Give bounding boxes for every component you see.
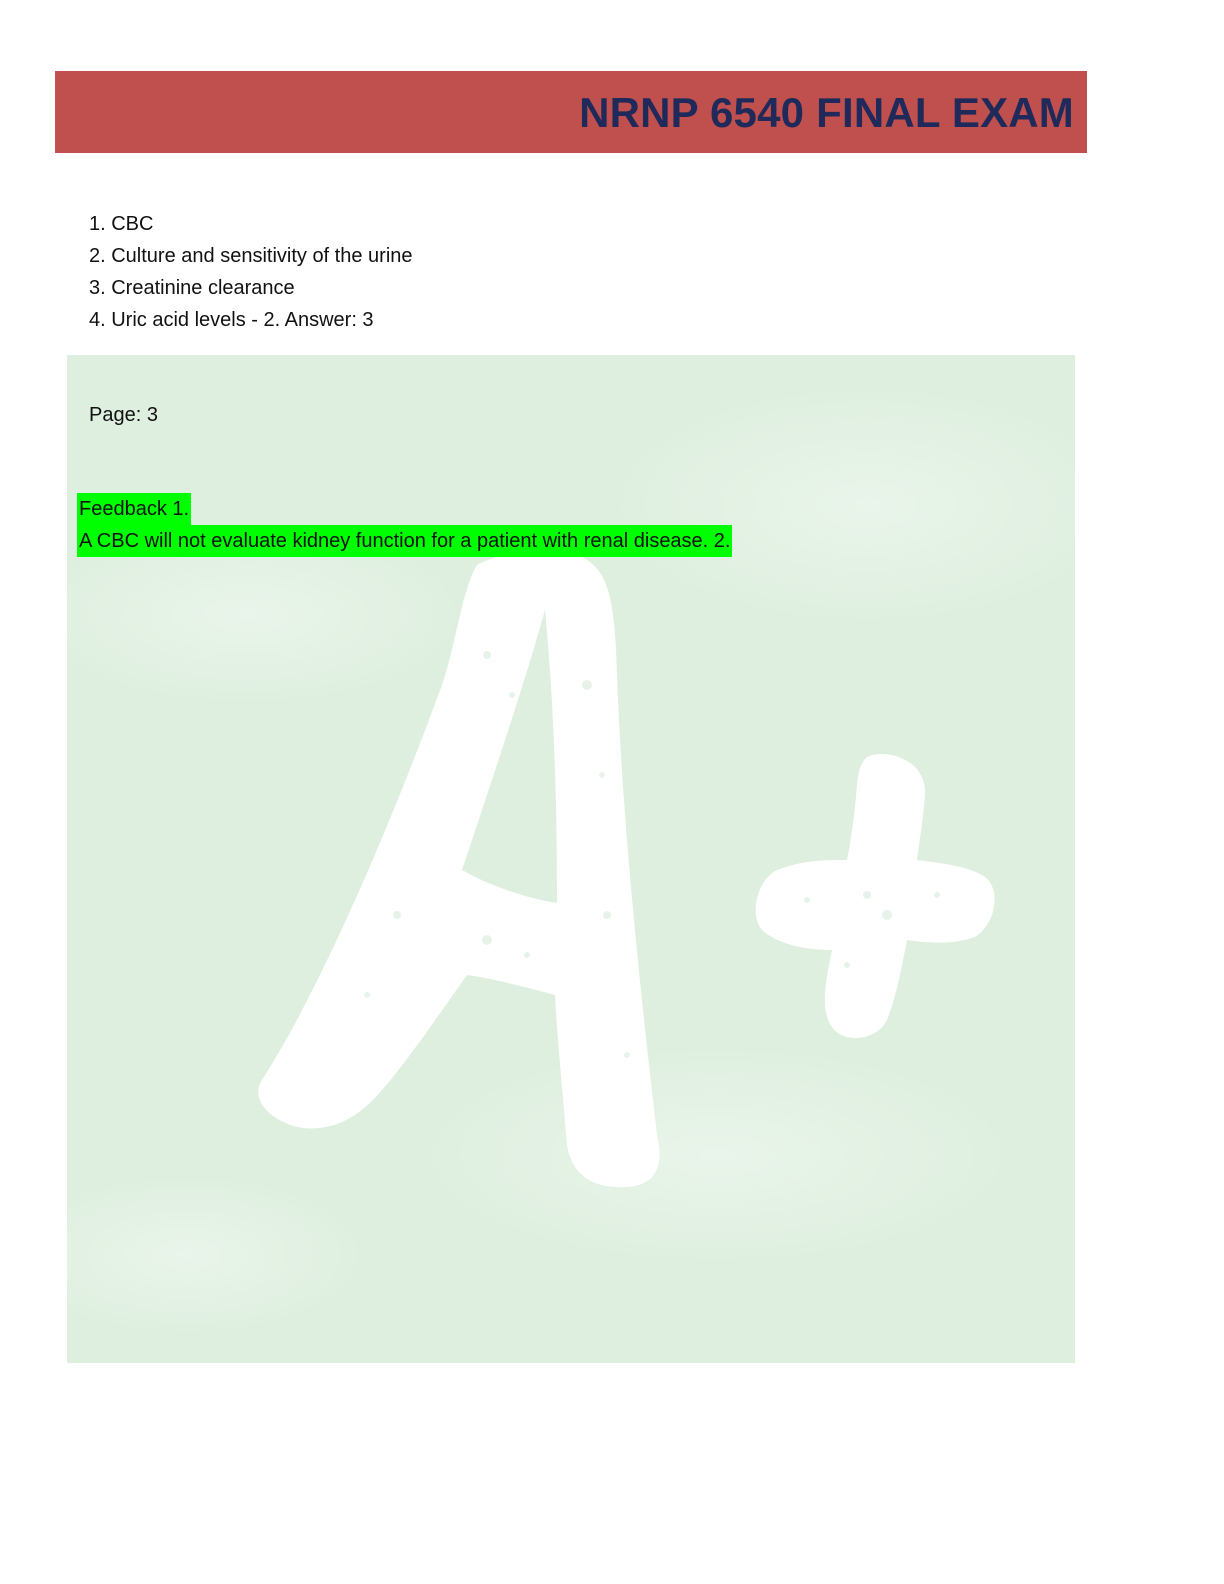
answer-options-list bbox=[89, 208, 413, 336]
feedback-text: A CBC will not evaluate kidney function for a patient with renal disease. 2. bbox=[77, 525, 732, 557]
background-image bbox=[67, 355, 1075, 1363]
page-label: Page: 3 bbox=[89, 404, 158, 426]
header-bar bbox=[55, 71, 1087, 153]
list-item: 1. CBC bbox=[89, 213, 154, 235]
feedback-heading: Feedback 1. bbox=[77, 493, 191, 525]
list-item: 2. Culture and sensitivity of the urine bbox=[89, 245, 413, 267]
feedback-block bbox=[77, 493, 732, 557]
list-item: 3. Creatinine clearance bbox=[89, 277, 295, 299]
page-title: NRNP 6540 FINAL EXAM bbox=[579, 89, 1074, 136]
list-item: 4. Uric acid levels - 2. Answer: 3 bbox=[89, 309, 374, 331]
